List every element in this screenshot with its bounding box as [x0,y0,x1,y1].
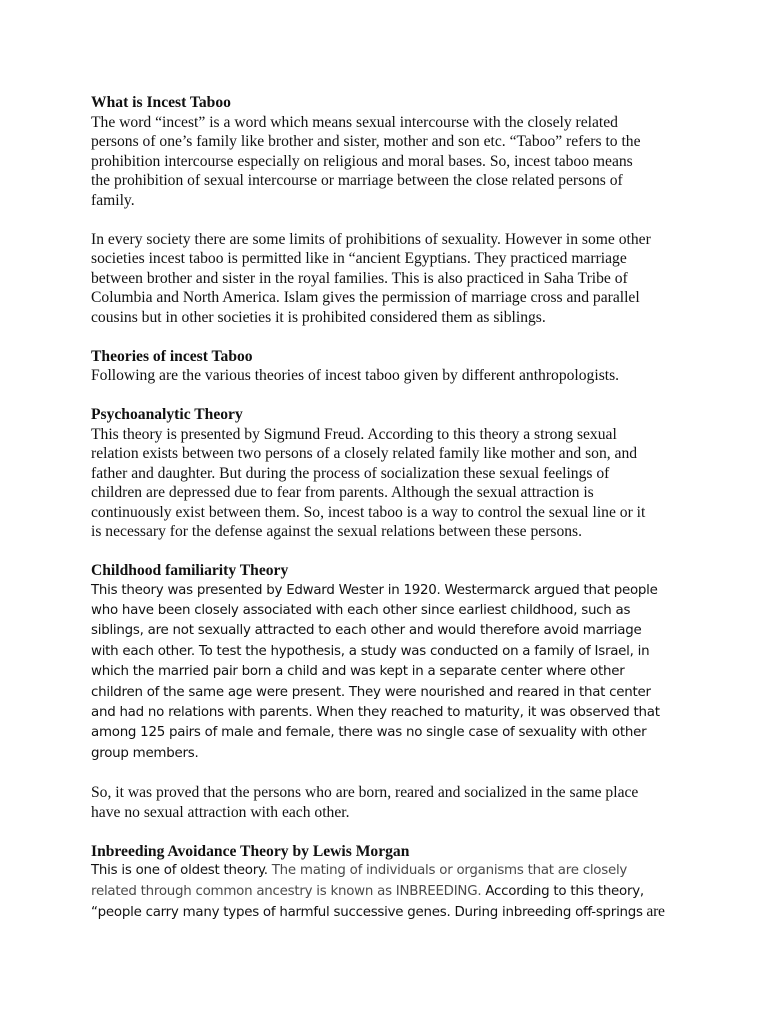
section-what-is-incest-taboo [91,93,681,347]
section-heading [91,842,681,862]
section-childhood-familiarity-theory [91,561,681,842]
text-line: which the married pair born a child and was kept in a separate center where other [91,664,625,680]
text-line: father and daughter. But during the process of socialization these sexual feelings of [91,464,610,482]
text-line: is necessary for the defense against the sexual relations between these persons. [91,523,583,540]
text-line: This theory was presented by Edward Wester in 1920. Westermarck argued that people [91,582,658,598]
text-line: cousins but in other societies it is prohibited considered them as siblings. [91,308,546,326]
text-line: who have been closely associated with each other since earliest childhood, such as [91,602,631,618]
section-heading [91,405,681,425]
text-line: Columbia and North America. Islam gives the permission of marriage cross and parallel [91,289,640,306]
text-line: relation exists between two persons of a closely related family like mother and son, and [91,445,638,462]
text-line: family. [91,191,135,209]
text-line [91,861,681,881]
paragraph [91,861,681,923]
text-line: continuously exist between them. So, incest taboo is a way to control the sexual line or it [91,503,646,521]
text-line: between brother and sister in the royal families. This is also practiced in Saha Tribe of [91,269,628,287]
paragraph [91,425,681,542]
text-line: the prohibition of sexual intercourse or marriage between the close related persons of [91,172,623,189]
text-run: According to this theory, [481,883,644,899]
text-line [91,902,681,923]
text-line: The word “incest” is a word which means sexual intercourse with the closely related [91,113,618,131]
section-inbreeding-avoidance-theory [91,842,681,924]
heading-text: Psychoanalytic Theory [91,406,243,423]
text-line: children of the same age were present. They were nourished and reared in that center [91,684,651,700]
text-run: “people carry many types of harmful successive genes. During inbreeding off-springs [91,904,643,920]
text-run: are [642,902,665,920]
section-heading [91,347,681,367]
heading-text: Inbreeding Avoidance Theory by Lewis Morgan [91,842,410,860]
section-psychoanalytic-theory [91,405,681,561]
document-page [91,93,681,923]
section-theories [91,347,681,406]
paragraph [91,783,681,822]
text-run: related through common ancestry is known as INBREEDING. [91,883,482,899]
text-line: This theory is presented by Sigmund Freud. According to this theory a strong sexual [91,425,617,443]
heading-text: Theories of incest Taboo [91,347,253,365]
text-run: This is one of oldest theory. [91,863,272,879]
paragraph [91,113,681,211]
paragraph [91,230,681,328]
section-heading [91,561,681,581]
text-line: group members. [91,745,199,761]
paragraph [91,581,681,765]
text-run: The mating of individuals or organisms that are closely [271,863,628,879]
heading-text: Childhood familiarity Theory [91,562,289,579]
text-line: and had no relations with parents. When they reached to maturity, it was observed that [91,704,660,720]
text-line: children are depressed due to fear from parents. Although the sexual attraction is [91,484,594,501]
heading-text: What is Incest Taboo [91,94,231,111]
section-heading [91,93,681,113]
text-line: persons of one’s family like brother and sister, mother and son etc. “Taboo” refers to the [91,133,641,150]
paragraph [91,366,681,386]
text-line: So, it was proved that the persons who are born, reared and socialized in the same place [91,784,639,802]
text-line: among 125 pairs of male and female, there was no single case of sexuality with other [91,725,647,741]
text-line: siblings, are not sexually attracted to each other and would therefore avoid marriage [91,623,642,639]
text-line: In every society there are some limits of prohibitions of sexuality. However in some other [91,230,651,248]
text-line: have no sexual attraction with each other. [91,803,350,821]
text-line: societies incest taboo is permitted like in “ancient Egyptians. They practiced marriage [91,250,627,267]
text-line [91,882,681,902]
text-line: prohibition intercourse especially on religious and moral bases. So, incest taboo means [91,152,633,170]
text-line: Following are the various theories of incest taboo given by different anthropologists. [91,367,620,384]
text-line: with each other. To test the hypothesis, a study was conducted on a family of Israel, in [91,643,650,659]
